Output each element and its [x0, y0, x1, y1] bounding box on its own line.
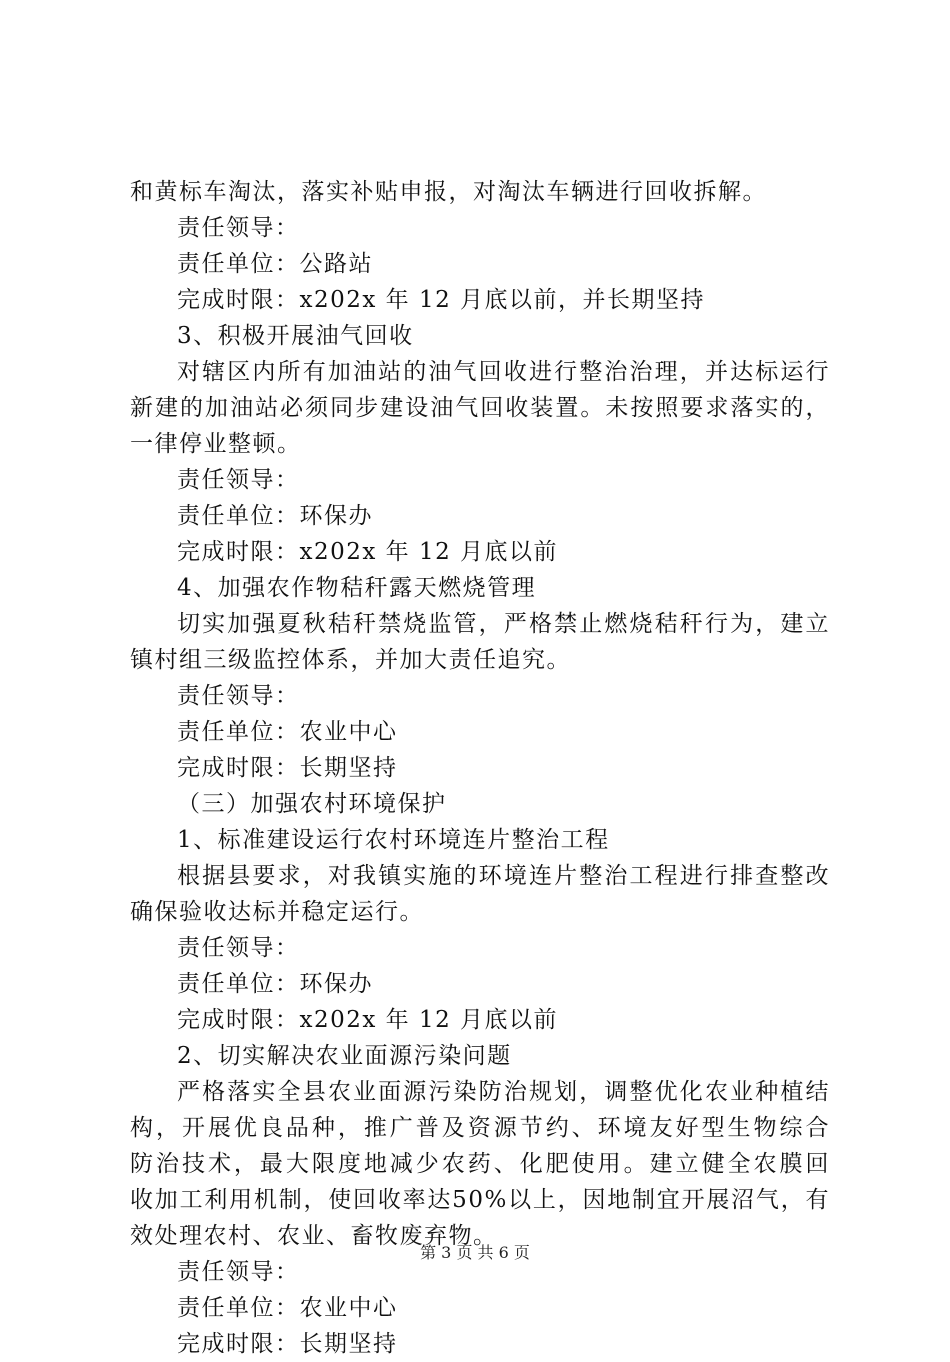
text-line: 完成时限：x202x 年 12 月底以前 [177, 539, 559, 565]
text-line: 收加工利用机制，使回收率达50%以上，因地制宜开展沼气，有 [130, 1187, 830, 1213]
text-line: 根据县要求，对我镇实施的环境连片整治工程进行排查整改 [177, 863, 830, 889]
text-line: 完成时限：x202x 年 12 月底以前 [177, 1007, 559, 1033]
text-line: 责任领导： [177, 1259, 300, 1285]
text-line: 完成时限：长期坚持 [177, 1331, 398, 1357]
text-line: 责任单位：公路站 [177, 251, 373, 277]
text-line: 完成时限：x202x 年 12 月底以前，并长期坚持 [177, 287, 706, 313]
document-body [130, 174, 830, 1362]
text-line: 责任领导： [177, 215, 300, 241]
text-line: （三）加强农村环境保护 [177, 791, 447, 817]
text-line: 和黄标车淘汰，落实补贴申报，对淘汰车辆进行回收拆解。 [130, 179, 767, 205]
page-footer: 第 3 页 共 6 页 [420, 1243, 530, 1262]
text-line: 责任单位：农业中心 [177, 1295, 398, 1321]
text-line: 3、积极开展油气回收 [177, 323, 414, 349]
text-line: 镇村组三级监控体系，并加大责任追究。 [130, 647, 571, 673]
text-line: 责任领导： [177, 467, 300, 493]
text-line: 新建的加油站必须同步建设油气回收装置。未按照要求落实的， [130, 395, 830, 421]
text-line: 严格落实全县农业面源污染防治规划，调整优化农业种植结 [177, 1079, 830, 1105]
text-line: 切实加强夏秋秸秆禁烧监管，严格禁止燃烧秸秆行为，建立 [177, 611, 830, 637]
text-line: 4、加强农作物秸秆露天燃烧管理 [177, 575, 537, 601]
text-line: 责任单位：环保办 [177, 503, 373, 529]
text-line: 确保验收达标并稳定运行。 [130, 899, 424, 925]
text-line: 效处理农村、农业、畜牧废弃物。 [130, 1223, 498, 1249]
text-line: 责任单位：环保办 [177, 971, 373, 997]
text-line: 一律停业整顿。 [130, 431, 302, 457]
text-line: 2、切实解决农业面源污染问题 [177, 1043, 512, 1069]
text-line: 防治技术，最大限度地减少农药、化肥使用。建立健全农膜回 [130, 1151, 830, 1177]
text-line: 对辖区内所有加油站的油气回收进行整治治理，并达标运行 [177, 359, 830, 385]
text-line: 1、标准建设运行农村环境连片整治工程 [177, 827, 610, 853]
text-line: 责任领导： [177, 683, 300, 709]
text-line: 责任单位：农业中心 [177, 719, 398, 745]
text-line: 构，开展优良品种，推广普及资源节约、环境友好型生物综合 [130, 1115, 830, 1141]
text-line: 完成时限：长期坚持 [177, 755, 398, 781]
text-line: 责任领导： [177, 935, 300, 961]
